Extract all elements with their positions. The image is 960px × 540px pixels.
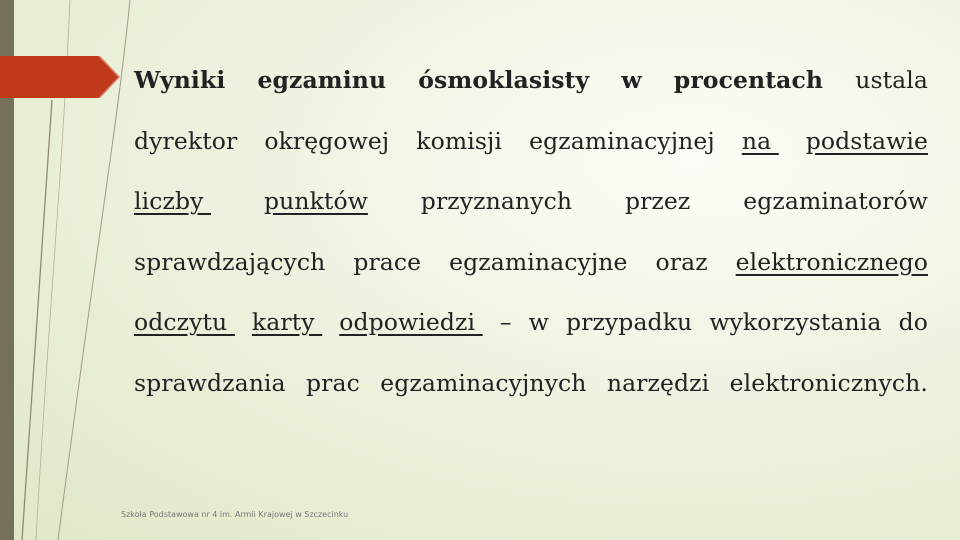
slide-paragraph [134, 58, 928, 421]
underlined-word: elektronicznego [735, 247, 928, 276]
word: przyznanych [420, 187, 573, 215]
underlined-word: odpowiedzi [339, 308, 483, 336]
word: egzaminu [257, 66, 387, 94]
word: narzędzi [606, 368, 710, 397]
word: prac [306, 368, 360, 397]
word: przypadku [565, 308, 693, 336]
arrow-bullet-icon [0, 56, 122, 98]
paragraph-line [134, 179, 928, 240]
underlined-word: podstawie [805, 126, 928, 155]
word: komisji [416, 126, 503, 155]
word: oraz [655, 247, 708, 276]
word: dyrektor [134, 126, 238, 155]
word: egzaminacyjnej [529, 126, 715, 155]
footer-text: Szkoła Podstawowa nr 4 im. Armii Krajowej w Szczecinku [121, 510, 349, 519]
word: sprawdzania [134, 368, 286, 397]
word: egzaminatorów [743, 187, 928, 215]
word: w [528, 308, 549, 336]
word: Wyniki [134, 66, 226, 94]
word: elektronicznych. [729, 368, 928, 397]
word: sprawdzających [134, 247, 326, 276]
word: procentach [673, 66, 824, 94]
word: – [499, 308, 512, 336]
paragraph-line [134, 361, 928, 422]
paragraph-line [134, 240, 928, 301]
word: okręgowej [264, 126, 390, 155]
paragraph-line [134, 58, 928, 119]
word: prace [353, 247, 422, 276]
word: wykorzystania [709, 308, 882, 336]
word: w [621, 66, 642, 94]
underlined-word: karty [251, 308, 323, 336]
word: ustala [855, 66, 928, 94]
underlined-word: liczby [134, 187, 212, 215]
paragraph-line [134, 300, 928, 361]
word: do [898, 308, 928, 336]
underlined-word: odczytu [134, 308, 235, 336]
word: ósmoklasisty [418, 66, 590, 94]
underlined-word: na [741, 126, 779, 155]
word: przez [624, 187, 691, 215]
underlined-word: punktów [263, 187, 368, 215]
paragraph-line [134, 119, 928, 180]
word: egzaminacyjnych [380, 368, 587, 397]
word: egzaminacyjne [449, 247, 628, 276]
